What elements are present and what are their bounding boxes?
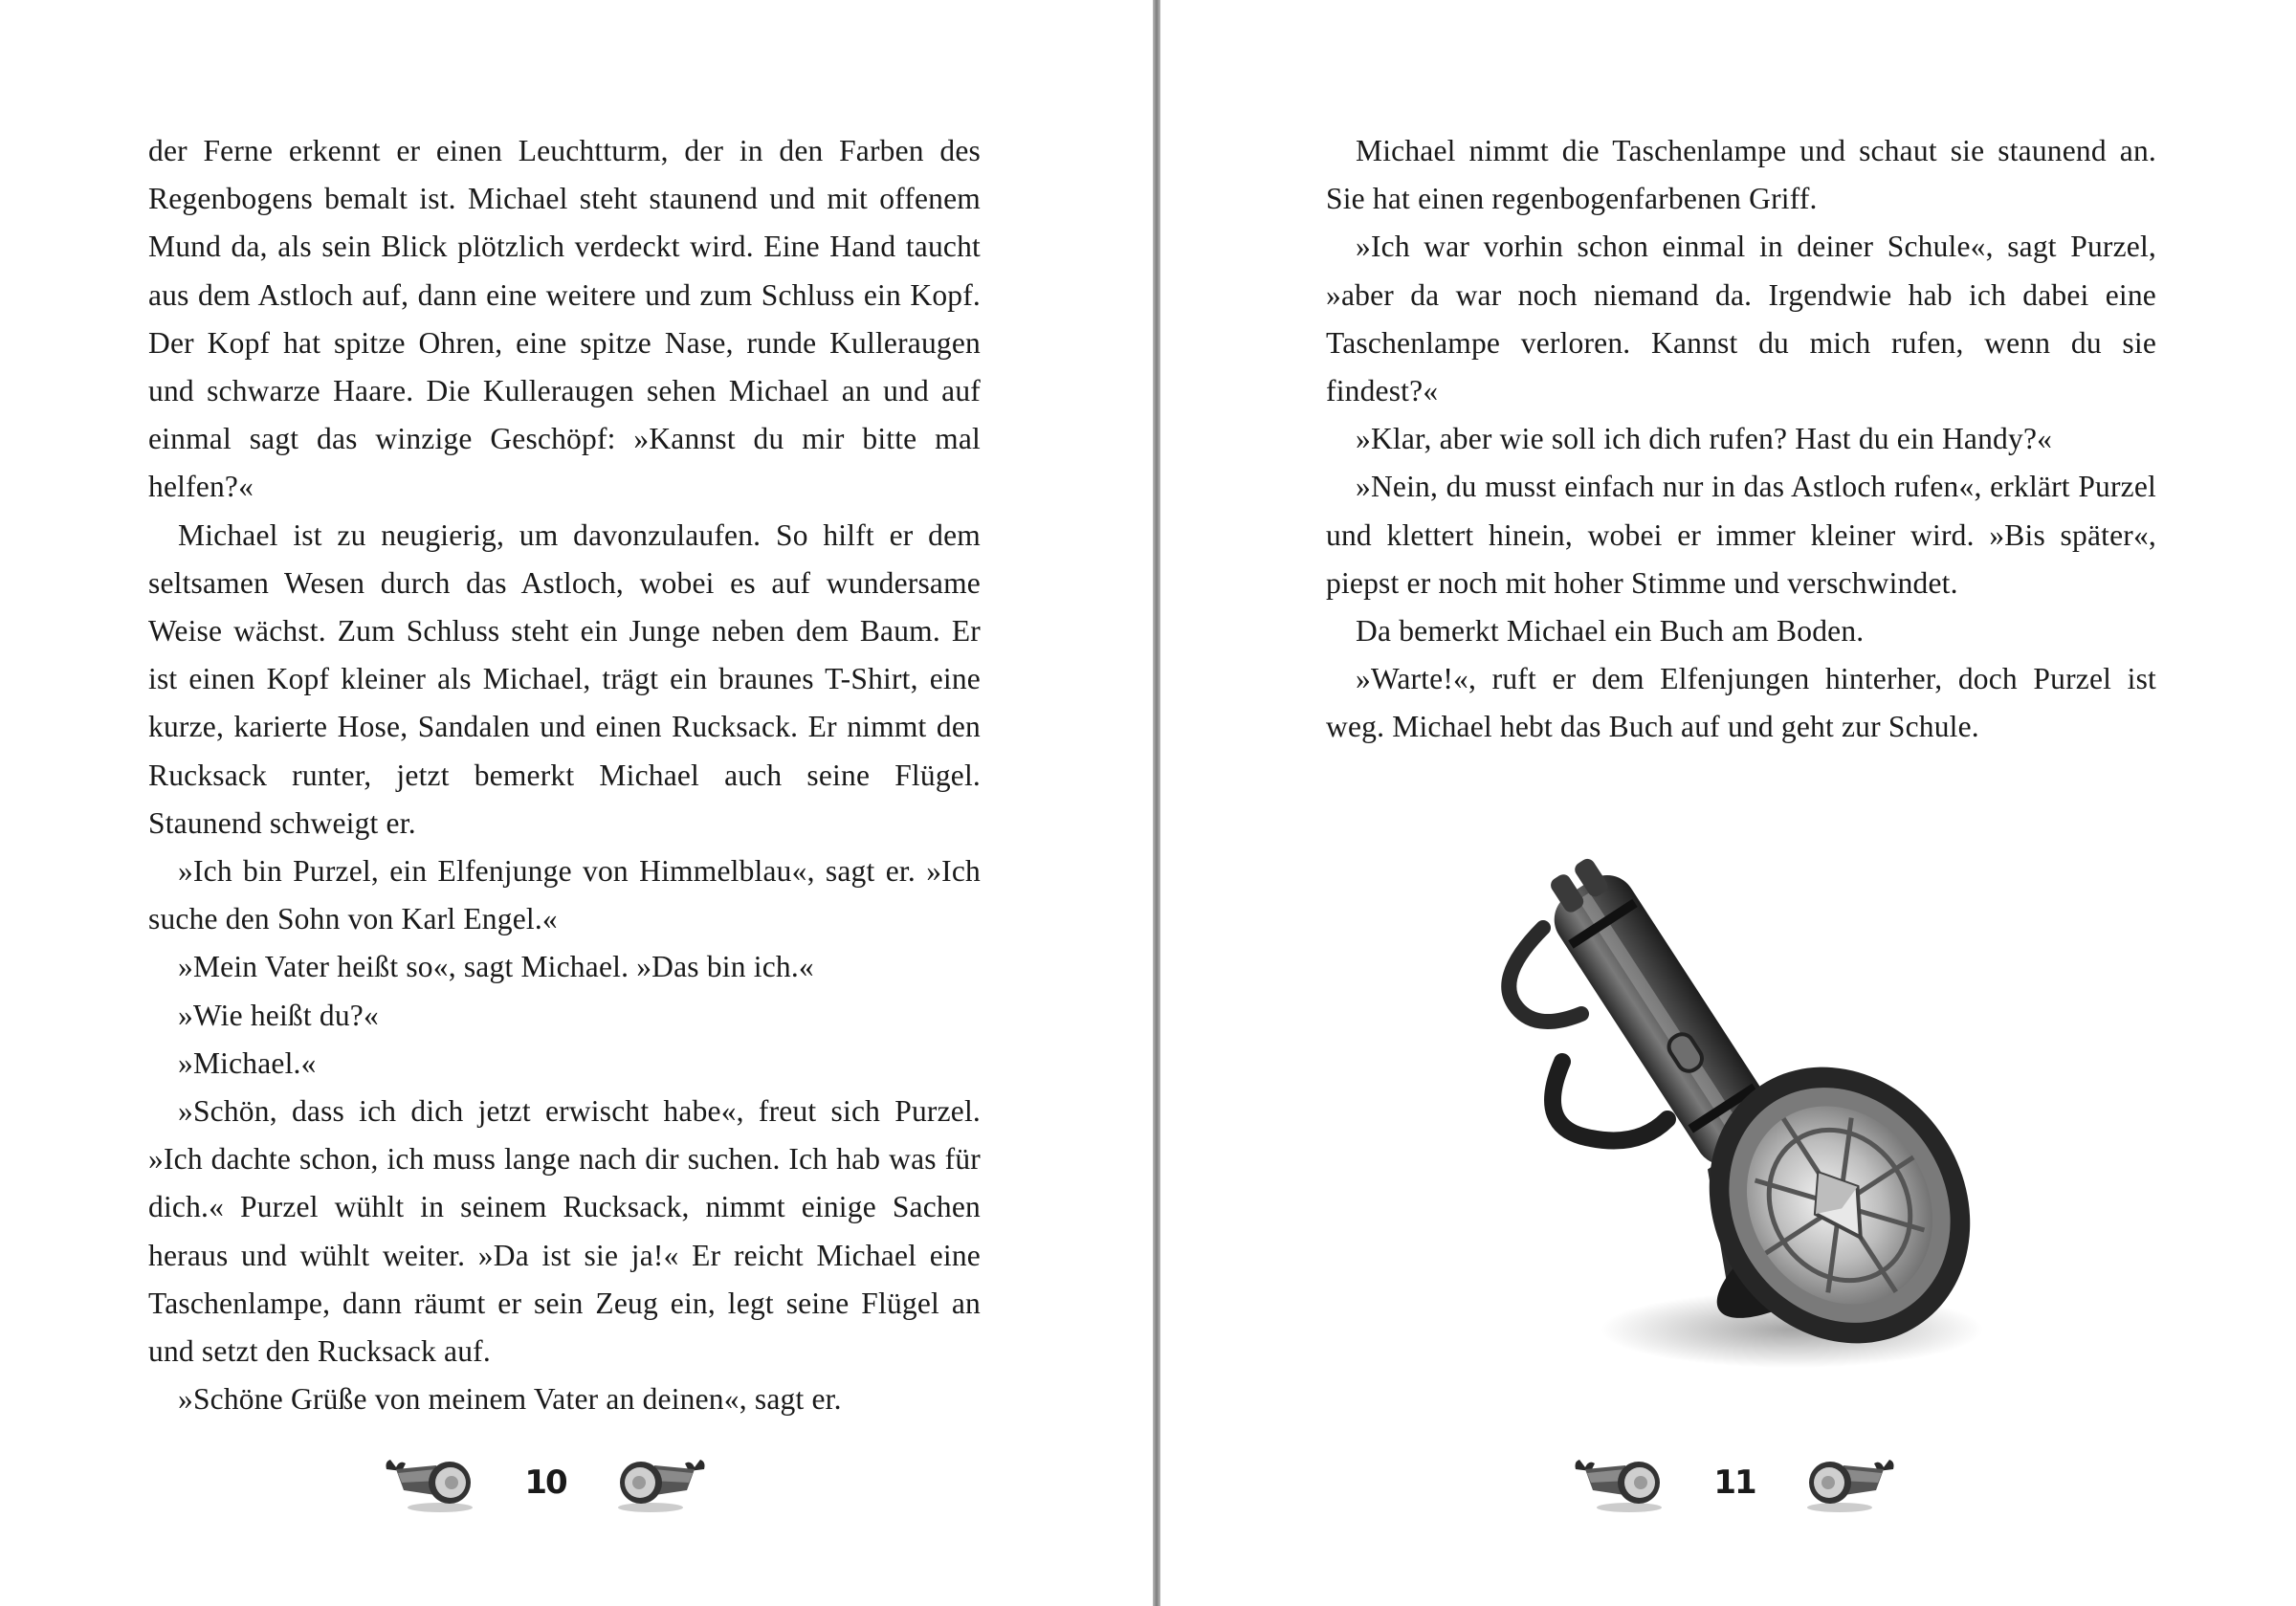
flashlight-ornament-icon [383, 1452, 478, 1513]
right-page-text [1326, 127, 2156, 752]
flashlight-ornament-icon [612, 1452, 708, 1513]
page-number: 11 [1713, 1463, 1755, 1502]
paragraph: »Klar, aber wie soll ich dich rufen? Hast du ein Handy?« [1356, 422, 2053, 456]
paragraph: »Ich bin Purzel, ein Elfenjunge von Himmelblau«, sagt er. »Ich suche den Sohn von Karl Engel.« [148, 854, 981, 936]
flashlight-ornament-icon [1572, 1452, 1667, 1513]
page-number: 10 [524, 1463, 566, 1502]
page-footer [1572, 1449, 1897, 1516]
paragraph: »Michael.« [178, 1045, 317, 1080]
left-page-text [148, 127, 981, 1423]
paragraph: »Wie heißt du?« [178, 998, 379, 1032]
paragraph: »Mein Vater heißt so«, sagt Michael. »Das bin ich.« [178, 950, 814, 984]
paragraph: »Ich war vorhin schon einmal in deiner Schule«, sagt Purzel, »aber da war noch niemand da. Irgendwie hab ich dabei eine Taschenlampe verloren. Kannst du mich rufen, wenn du sie findest?« [1326, 230, 2156, 408]
paragraph: der Ferne erkennt er einen Leuchtturm, der in den Farben des Regenbogens bemalt ist. Michael steht staunend und mit offenem Mund da, als sein Blick plötzlich verdeckt wird. Eine Hand taucht aus dem Astloch auf, dann eine weitere und zum Schluss ein Kopf. Der Kopf hat spitze Ohren, eine spitze Nase, runde Kulleraugen und schwarze Haare. Die Kulleraugen sehen Michael an und auf einmal sagt das winzige Geschöpf: »Kannst du mir bitte mal helfen?« [148, 134, 981, 504]
paragraph: Michael nimmt die Taschenlampe und schaut sie staunend an. Sie hat einen regenbogenfarbenen Griff. [1326, 134, 2156, 216]
paragraph: »Schön, dass ich dich jetzt erwischt habe«, freut sich Purzel. »Ich dachte schon, ich muss lange nach dir suchen. Ich hab was für dich.« Purzel wühlt in seinem Rucksack, nimmt einige Sachen heraus und wühlt weiter. »Da ist sie ja!« Er reicht Michael eine Taschenlampe, dann räumt er sein Zeug ein, legt seine Flügel an und setzt den Rucksack auf. [148, 1094, 981, 1369]
paragraph: »Warte!«, ruft er dem Elfenjungen hinterher, doch Purzel ist weg. Michael hebt das Buch auf und geht zur Schule. [1326, 662, 2156, 744]
paragraph: Michael ist zu neugierig, um davonzulaufen. So hilft er dem seltsamen Wesen durch das Astloch, wobei es auf wundersame Weise wächst. Zum Schluss steht ein Junge neben dem Baum. Er ist einen Kopf kleiner als Michael, trägt ein braunes T-Shirt, eine kurze, karierte Hose, Sandalen und einen Rucksack. Er nimmt den Rucksack runter, jetzt bemerkt Michael auch seine Flügel. Staunend schweigt er. [148, 517, 981, 840]
paragraph: »Nein, du musst einfach nur in das Astloch rufen«, erklärt Purzel und klettert hinein, wobei er immer kleiner wird. »Bis später«, piepst er noch mit hoher Stimme und verschwindet. [1326, 470, 2156, 600]
flashlight-ornament-icon [1801, 1452, 1897, 1513]
paragraph: Da bemerkt Michael ein Buch am Boden. [1356, 614, 1865, 649]
book-gutter [1153, 0, 1160, 1606]
page-footer [383, 1449, 708, 1516]
paragraph: »Schöne Grüße von meinem Vater an deinen«, sagt er. [178, 1382, 842, 1417]
right-page [1160, 0, 2296, 1606]
flashlight-illustration [1476, 813, 2012, 1387]
